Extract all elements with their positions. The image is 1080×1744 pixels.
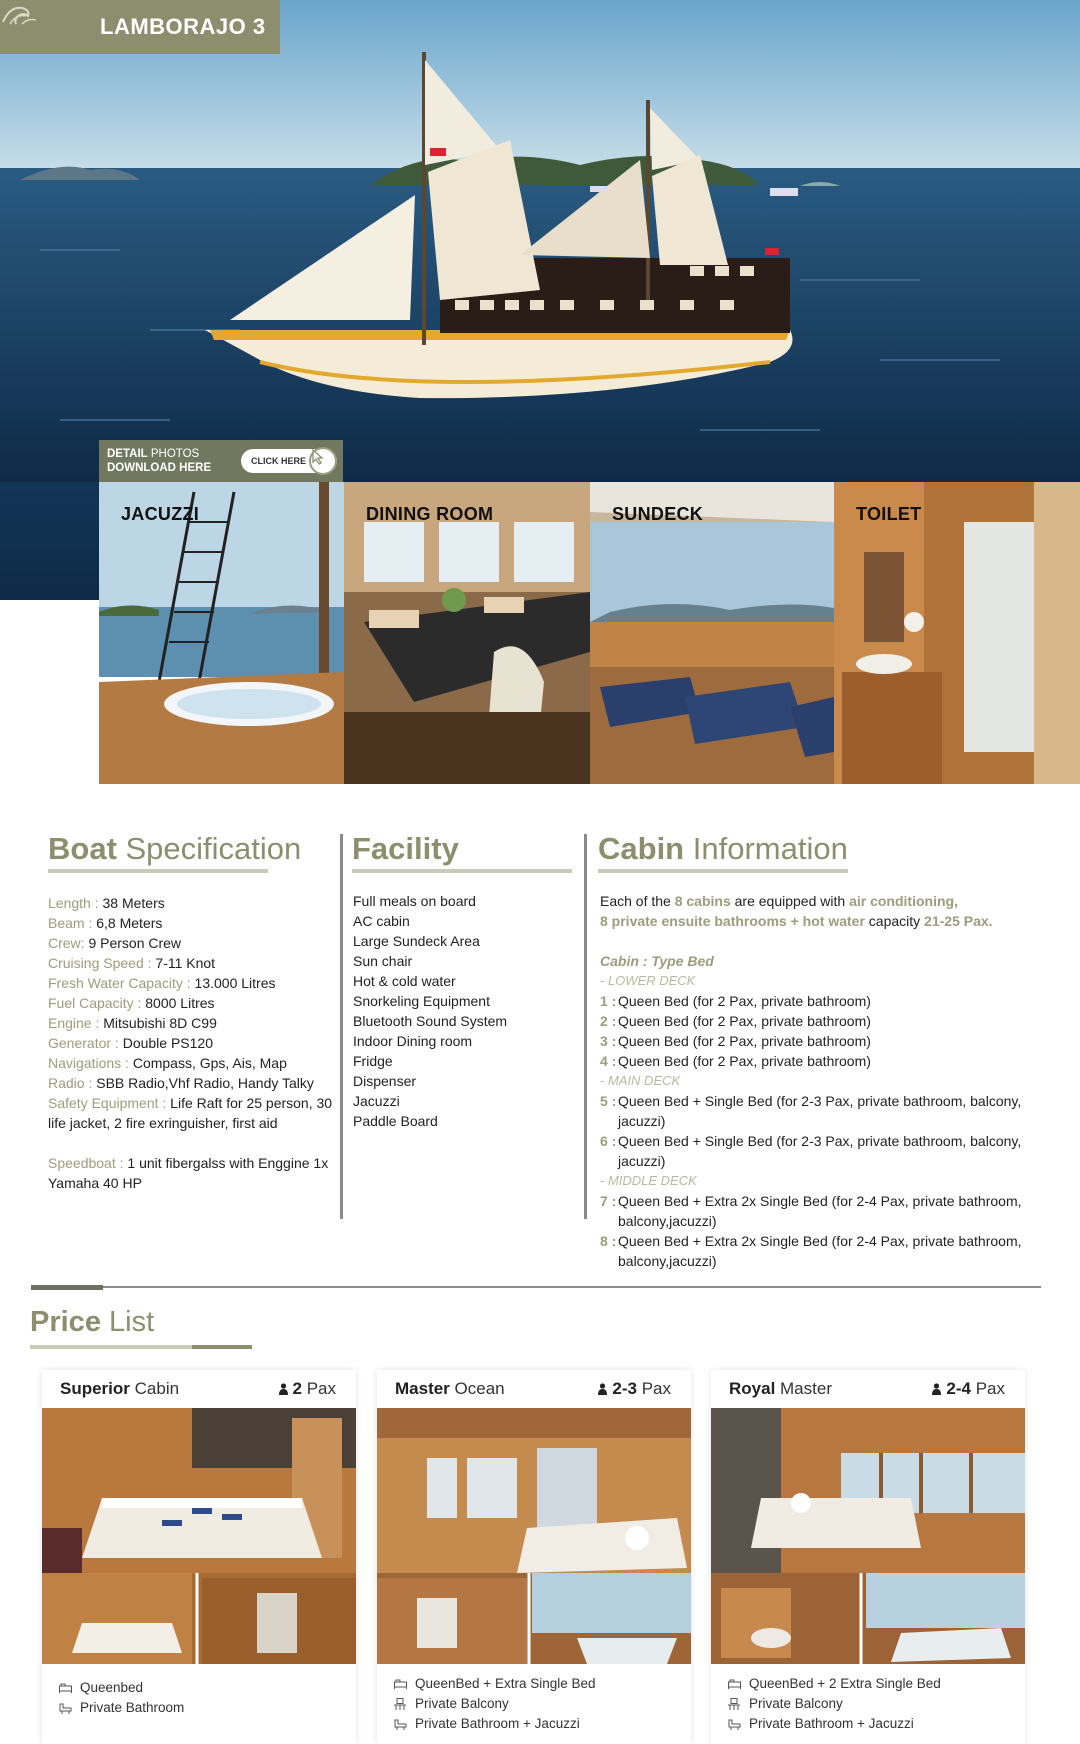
facility-item: Paddle Board xyxy=(353,1113,438,1129)
card-title: Master Ocean xyxy=(395,1379,505,1398)
feature-list xyxy=(42,1664,356,1718)
boat-name: LAMBORAJO 3 xyxy=(100,14,266,39)
facility-title-text: Facility xyxy=(352,831,459,866)
price-card-royal-master[interactable] xyxy=(711,1370,1025,1744)
facility-item: AC cabin xyxy=(353,913,410,929)
click-here-label: CLICK HERE xyxy=(251,456,307,466)
shower-icon xyxy=(58,1701,72,1715)
cabin-row: 1 : Queen Bed (for 2 Pax, private bathroom) xyxy=(600,993,871,1009)
deck-label: - MIDDLE DECK xyxy=(600,1173,697,1188)
detail-photos-download-button[interactable] xyxy=(99,440,343,482)
hero-photo xyxy=(0,0,1080,482)
spec-row: Fuel Capacity : 8000 Litres xyxy=(48,995,215,1011)
price-card-master-ocean[interactable] xyxy=(377,1370,691,1744)
person-icon xyxy=(597,1383,608,1395)
card-photo xyxy=(42,1408,356,1664)
gallery-label: DINING ROOM xyxy=(366,504,494,524)
card-header xyxy=(711,1370,1025,1408)
gallery-label: TOILET xyxy=(856,504,922,524)
spec-row: Fresh Water Capacity : 13.000 Litres xyxy=(48,975,276,991)
gallery-item-jacuzzi[interactable] xyxy=(99,482,344,784)
shower-icon xyxy=(727,1717,741,1731)
pax-count: 2 Pax xyxy=(278,1379,337,1399)
facility-item: Large Sundeck Area xyxy=(353,933,480,949)
cabin-info-title xyxy=(598,831,848,867)
cabin-info-body xyxy=(600,891,1060,1271)
facility-item: Jacuzzi xyxy=(353,1093,400,1109)
cabin-row: 5 : Queen Bed + Single Bed (for 2-3 Pax, private bathroom, balcony, jacuzzi) xyxy=(600,1093,1022,1129)
facility-item: Sun chair xyxy=(353,953,413,969)
spec-row: Length : 38 Meters xyxy=(48,895,165,911)
card-photo xyxy=(711,1408,1025,1664)
facility-item: Hot & cold water xyxy=(353,973,456,989)
speedboat-row: Speedboat : 1 unit fibergalss with Enggine 1x Yamaha 40 HP xyxy=(48,1155,329,1191)
gallery-item-sundeck[interactable] xyxy=(590,482,834,784)
feature-item: Private Bathroom + Jacuzzi xyxy=(727,1714,1025,1734)
feature-item: Private Bathroom xyxy=(58,1698,356,1718)
column-divider xyxy=(584,834,587,1219)
cabin-row: 8 : Queen Bed + Extra 2x Single Bed (for 2-4 Pax, private bathroom, balcony,jacuzzi) xyxy=(600,1233,1022,1269)
card-photo xyxy=(377,1408,691,1664)
price-list-title-bold: Price xyxy=(30,1306,101,1338)
spec-row: Cruising Speed : 7-11 Knot xyxy=(48,955,216,971)
cabin-info-title-rest: Information xyxy=(684,831,848,866)
spec-row: Beam : 6,8 Meters xyxy=(48,915,163,931)
cabin-intro: Each of the 8 cabins are equipped with air conditioning, 8 private ensuite bathrooms + hot water capacity 21-25 Pax. xyxy=(600,893,993,929)
feature-item: Private Bathroom + Jacuzzi xyxy=(393,1714,691,1734)
feature-list xyxy=(377,1664,691,1734)
click-here-button[interactable] xyxy=(241,449,337,473)
cabin-row: 4 : Queen Bed (for 2 Pax, private bathroom) xyxy=(600,1053,871,1069)
shower-icon xyxy=(393,1717,407,1731)
cabin-info-underline xyxy=(598,869,848,873)
price-list-underline-accent xyxy=(192,1345,252,1349)
column-divider xyxy=(340,834,343,1219)
sailboat-illustration xyxy=(0,0,1080,482)
hero-sea-extension xyxy=(0,482,99,600)
card-header xyxy=(377,1370,691,1408)
download-label: DOWNLOAD HERE xyxy=(107,462,212,474)
bed-icon xyxy=(58,1681,72,1695)
card-header xyxy=(42,1370,356,1408)
cabin-info-title-bold: Cabin xyxy=(598,831,685,866)
facility-item: Full meals on board xyxy=(353,893,476,909)
cabin-type-heading: Cabin : Type Bed xyxy=(600,953,714,969)
bed-icon xyxy=(727,1677,741,1691)
facility-underline xyxy=(352,869,572,873)
wave-logo-icon xyxy=(0,0,60,54)
feature-item: Private Balcony xyxy=(727,1694,1025,1714)
spec-row: Generator : Double PS120 xyxy=(48,1035,214,1051)
facility-item: Bluetooth Sound System xyxy=(353,1013,508,1029)
cabin-row: 2 : Queen Bed (for 2 Pax, private bathroom) xyxy=(600,1013,871,1029)
title-tab xyxy=(0,0,280,54)
feature-item: QueenBed + 2 Extra Single Bed xyxy=(727,1674,1025,1694)
gallery-item-toilet[interactable] xyxy=(834,482,1080,784)
card-title: Superior Cabin xyxy=(60,1379,180,1398)
person-icon xyxy=(931,1383,942,1395)
facility-item: Dispenser xyxy=(353,1073,417,1089)
gallery-label: JACUZZI xyxy=(121,504,200,524)
pax-count: 2-4 Pax xyxy=(931,1379,1005,1399)
cabin-row: 7 : Queen Bed + Extra 2x Single Bed (for 2-4 Pax, private bathroom, balcony,jacuzzi) xyxy=(600,1193,1022,1229)
cursor-icon xyxy=(309,447,337,475)
balcony-icon xyxy=(727,1697,741,1711)
section-divider-accent xyxy=(31,1285,103,1290)
gallery-item-dining-room[interactable] xyxy=(344,482,590,784)
bed-icon xyxy=(393,1677,407,1691)
facility-item: Snorkeling Equipment xyxy=(353,993,490,1009)
feature-item: QueenBed + Extra Single Bed xyxy=(393,1674,691,1694)
facility-item: Indoor Dining room xyxy=(353,1033,473,1049)
pax-count: 2-3 Pax xyxy=(597,1379,671,1399)
feature-item: Private Balcony xyxy=(393,1694,691,1714)
feature-list xyxy=(711,1664,1025,1734)
facility-item: Fridge xyxy=(353,1053,393,1069)
boat-spec-title-bold: Boat xyxy=(48,831,117,866)
price-list-title xyxy=(30,1306,154,1339)
detail-label: DETAIL xyxy=(107,448,148,460)
facility-list xyxy=(353,891,507,1131)
person-icon xyxy=(278,1383,289,1395)
cabin-row: 3 : Queen Bed (for 2 Pax, private bathroom) xyxy=(600,1033,871,1049)
balcony-icon xyxy=(393,1697,407,1711)
spec-row: Navigations : Compass, Gps, Ais, Map xyxy=(48,1055,287,1071)
gallery-label: SUNDECK xyxy=(612,504,704,524)
deck-label: - MAIN DECK xyxy=(600,1073,681,1088)
card-title: Royal Master xyxy=(729,1379,832,1398)
boat-spec-underline xyxy=(48,869,268,873)
spec-row: Engine : Mitsubishi 8D C99 xyxy=(48,1015,217,1031)
section-divider xyxy=(31,1286,1041,1288)
boat-spec-title-rest: Specification xyxy=(116,831,302,866)
price-card-superior[interactable] xyxy=(42,1370,356,1744)
spec-row: Safety Equipment : Life Raft for 25 person, 30 life jacket, 2 fire exringuisher, first aid xyxy=(48,1095,333,1131)
facility-title xyxy=(352,831,459,867)
feature-item: Queenbed xyxy=(58,1678,356,1698)
spec-row: Crew: 9 Person Crew xyxy=(48,935,182,951)
spec-row: Radio : SBB Radio,Vhf Radio, Handy Talky xyxy=(48,1075,314,1091)
photos-label: PHOTOS xyxy=(147,448,200,460)
boat-spec-title xyxy=(48,831,301,867)
deck-label: - LOWER DECK xyxy=(600,973,696,988)
cabin-row: 6 : Queen Bed + Single Bed (for 2-3 Pax, private bathroom, balcony, jacuzzi) xyxy=(600,1133,1022,1169)
price-list-title-rest: List xyxy=(100,1306,155,1338)
photo-gallery xyxy=(99,482,1080,784)
detail-photos-text xyxy=(107,447,237,475)
boat-spec-list xyxy=(48,893,338,1193)
